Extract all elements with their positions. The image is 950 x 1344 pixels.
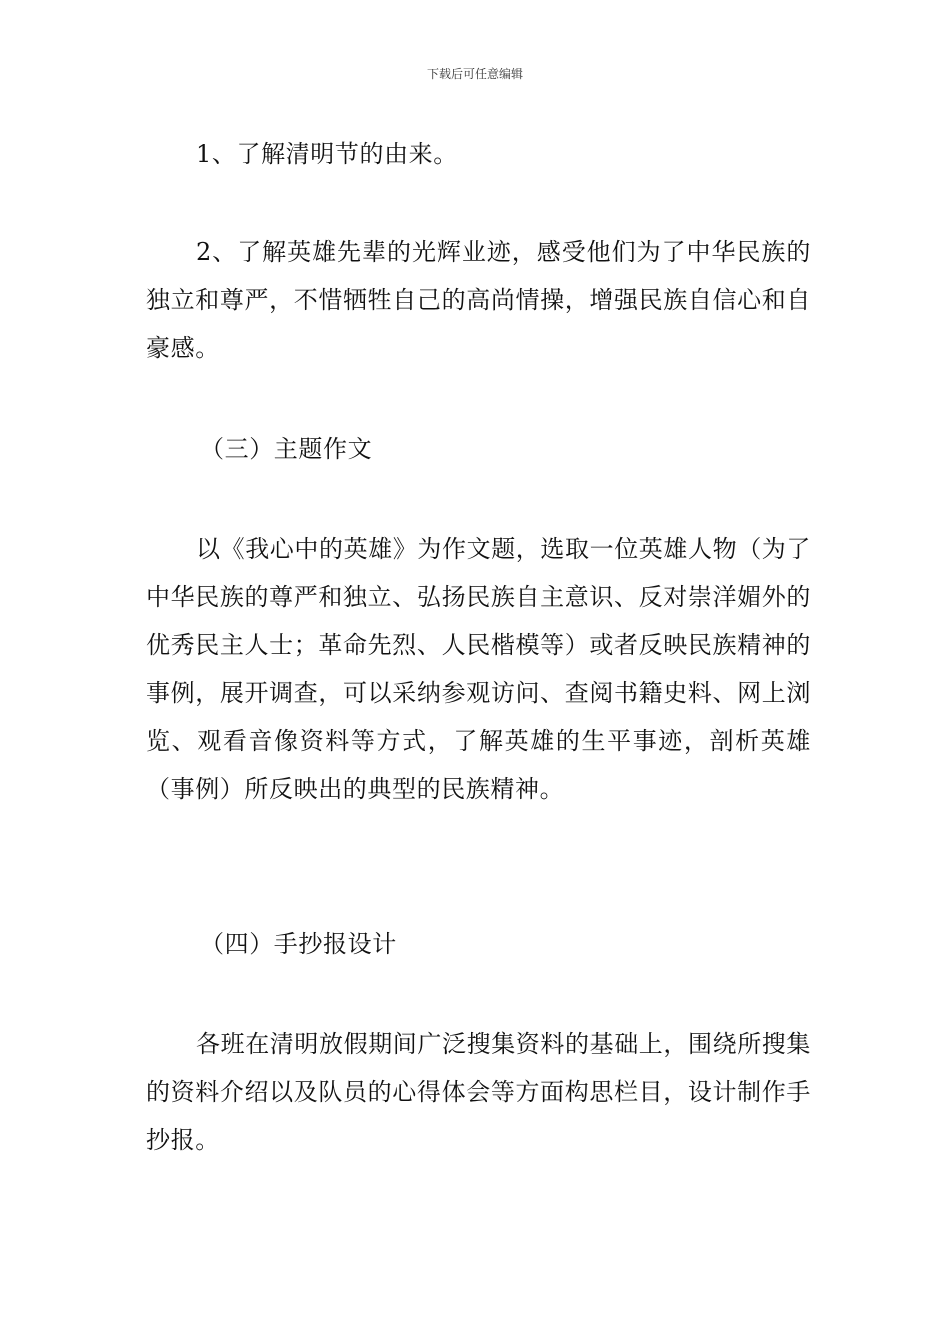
- page-header-note: 下载后可任意编辑: [426, 67, 523, 81]
- list-item-1: 1、了解清明节的由来。: [196, 140, 458, 168]
- section-3-paragraph: 以《我心中的英雄》为作文题，选取一位英雄人物（为了中华民族的尊严和独立、弘扬民族自主意识、反对崇洋媚外的优秀民主人士；革命先烈、人民楷模等）或者反映民族精神的事例，展开调查，可以采纳参观访问、查阅书籍史料、网上浏览、观看音像资料等方式，了解英雄的生平事迹，剖析英雄（事例）所反映出的典型的民族精神。: [146, 535, 811, 803]
- section-heading-3: （三）主题作文: [200, 435, 373, 463]
- section-heading-4: （四）手抄报设计: [200, 930, 397, 958]
- section-4-paragraph: 各班在清明放假期间广泛搜集资料的基础上，围绕所搜集的资料介绍以及队员的心得体会等方面构思栏目，设计制作手抄报。: [146, 1030, 811, 1154]
- list-item-2: 2、了解英雄先辈的光辉业迹，感受他们为了中华民族的独立和尊严，不惜牺牲自己的高尚情操，增强民族自信心和自豪感。: [146, 238, 811, 362]
